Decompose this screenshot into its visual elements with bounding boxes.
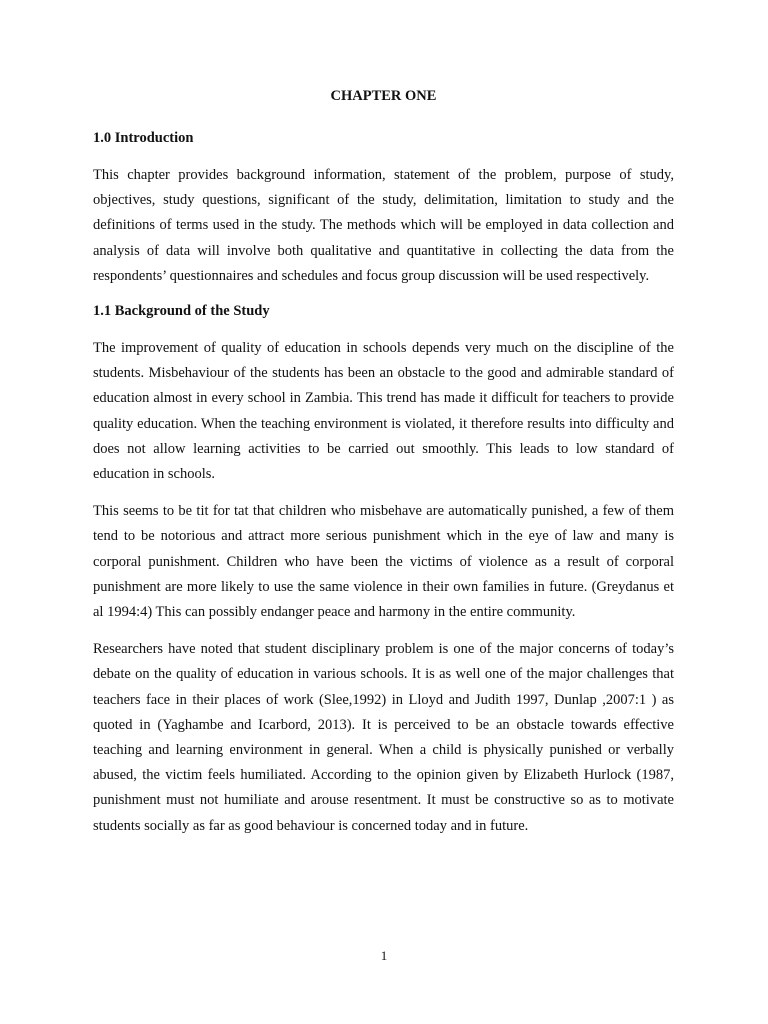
background-paragraph-3: Researchers have noted that student disciplinary problem is one of the major concerns of today’s debate on the quality of education in various schools. It is as well one of the major challenges that teachers face in their places of work (Slee,1992) in Lloyd and Judith 1997, Dunlap ,2007:1 ) as quoted in (Yaghambe and Icarbord, 2013). It is perceived to be an obstacle towards effective teaching and learning environment in general. When a child is physically punished or verbally abused, the victim feels humiliated. According to the opinion given by Elizabeth Hurlock (1987, punishment must not humiliate and arouse resentment. It must be constructive so as to motivate students socially as far as good behaviour is concerned today and in future. <box>93 641 674 834</box>
page-number: 1 <box>380 948 388 963</box>
background-paragraph-1: The improvement of quality of education in schools depends very much on the discipline of the students. Misbehaviour of the students has been an obstacle to the good and admirable standard of education almost in every school in Zambia. This trend has made it difficult for teachers to provide quality education. When the teaching environment is violated, it therefore results into difficulty and does not allow learning activities to be carried out smoothly. This leads to low standard of education in schools. <box>93 340 674 483</box>
section-heading-background: 1.1 Background of the Study <box>93 303 270 320</box>
background-paragraph-2: This seems to be tit for tat that children who misbehave are automatically punished, a few of them tend to be notorious and attract more serious punishment which in the eye of law and many is corporal punishment. Children who have been the victims of violence as a result of corporal punishment are more likely to use the same violence in their own families in future. (Greydanus et al 1994:4) This can possibly endanger peace and harmony in the entire community. <box>93 503 674 621</box>
chapter-title: CHAPTER ONE <box>330 88 437 104</box>
document-page <box>93 86 674 851</box>
section-heading-introduction: 1.0 Introduction <box>93 130 194 146</box>
introduction-paragraph: This chapter provides background information, statement of the problem, purpose of study, objectives, study questions, significant of the study, delimitation, limitation to study and the definitions of terms used in the study. The methods which will be employed in data collection and analysis of data will involve both qualitative and quantitative in collecting the data from the respondents’ questionnaires and schedules and focus group discussion will be used respectively. <box>93 167 674 284</box>
